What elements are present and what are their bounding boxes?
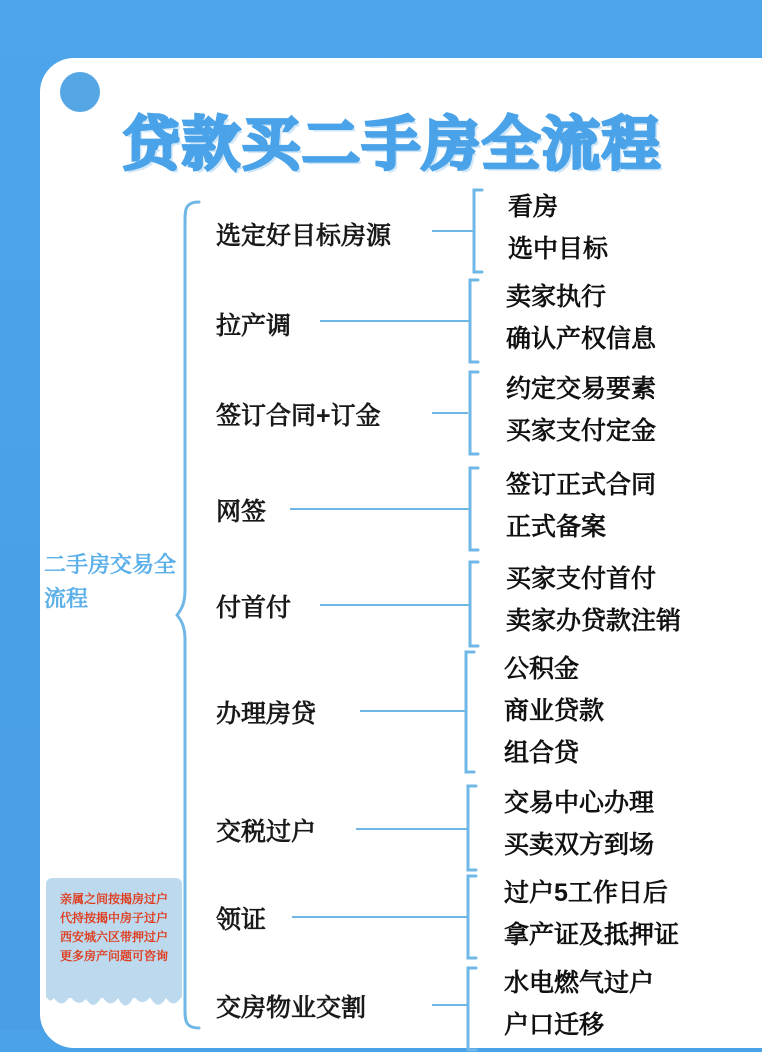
step-brace [468,188,484,274]
sub-item: 签订正式合同 [506,471,657,499]
step-connector [432,412,468,414]
root-label: 二手房交易全流程 [44,552,177,611]
step-connector [320,604,470,606]
step-brace [464,466,480,552]
sub-item: 选中目标 [508,235,609,263]
step-label: 签订合同+订金 [216,402,381,430]
sub-item: 买家支付定金 [506,417,657,445]
stamp-line: 更多房产问题可咨询 [59,949,168,963]
step-connector [292,916,468,918]
step-brace [464,370,480,456]
sub-item: 组合贷 [504,739,580,767]
step-brace [464,560,480,648]
step-connector [290,508,470,510]
step-label: 交税过户 [216,818,317,846]
sub-item: 买卖双方到场 [504,831,655,859]
step-brace [462,784,478,872]
stamp-line: 代持按揭中房子过户 [59,911,168,925]
step-label: 领证 [216,906,267,934]
sub-list [508,186,608,270]
step-label: 付首付 [216,594,292,622]
sub-item: 买家支付首付 [506,565,657,593]
sub-item: 商业贷款 [504,697,605,725]
sub-item: 公积金 [504,655,580,683]
sub-item: 卖家办贷款注销 [506,607,682,635]
sub-item: 过户5工作日后 [504,879,668,907]
sub-item: 交易中心办理 [504,789,655,817]
sub-item: 看房 [508,193,559,221]
sub-list [506,558,681,642]
sub-item: 约定交易要素 [506,375,657,403]
sub-item: 正式备案 [506,513,607,541]
sub-list [506,368,656,452]
step-label: 办理房贷 [216,700,317,728]
step-connector [320,320,470,322]
stamp-text [50,890,178,966]
contact-stamp [46,878,182,1008]
stamp-line: 亲属之间按揭房过户 [59,892,168,906]
step-label: 拉产调 [216,312,292,340]
step-connector [356,828,468,830]
page-title: 贷款买二手房全流程 [121,112,662,177]
stamp-line: 西安城六区带押过户 [59,930,168,944]
sub-list [506,464,656,548]
sub-list [504,648,604,774]
sub-list [504,872,679,956]
stamp-drip-decoration [46,990,182,1016]
sub-list [504,962,654,1046]
step-brace [464,278,480,364]
sub-item: 卖家执行 [506,283,607,311]
sub-item: 户口迁移 [504,1011,605,1039]
step-brace [460,650,476,774]
step-brace [462,874,478,960]
sub-list [504,782,654,866]
sub-item: 拿产证及抵押证 [504,921,680,949]
step-label: 选定好目标房源 [216,222,392,250]
step-label: 交房物业交割 [216,994,367,1022]
step-label: 网签 [216,498,267,526]
sub-item: 确认产权信息 [506,325,657,353]
sub-item: 水电燃气过户 [504,969,655,997]
step-brace [462,966,478,1052]
step-connector [360,710,466,712]
sub-list [506,276,656,360]
